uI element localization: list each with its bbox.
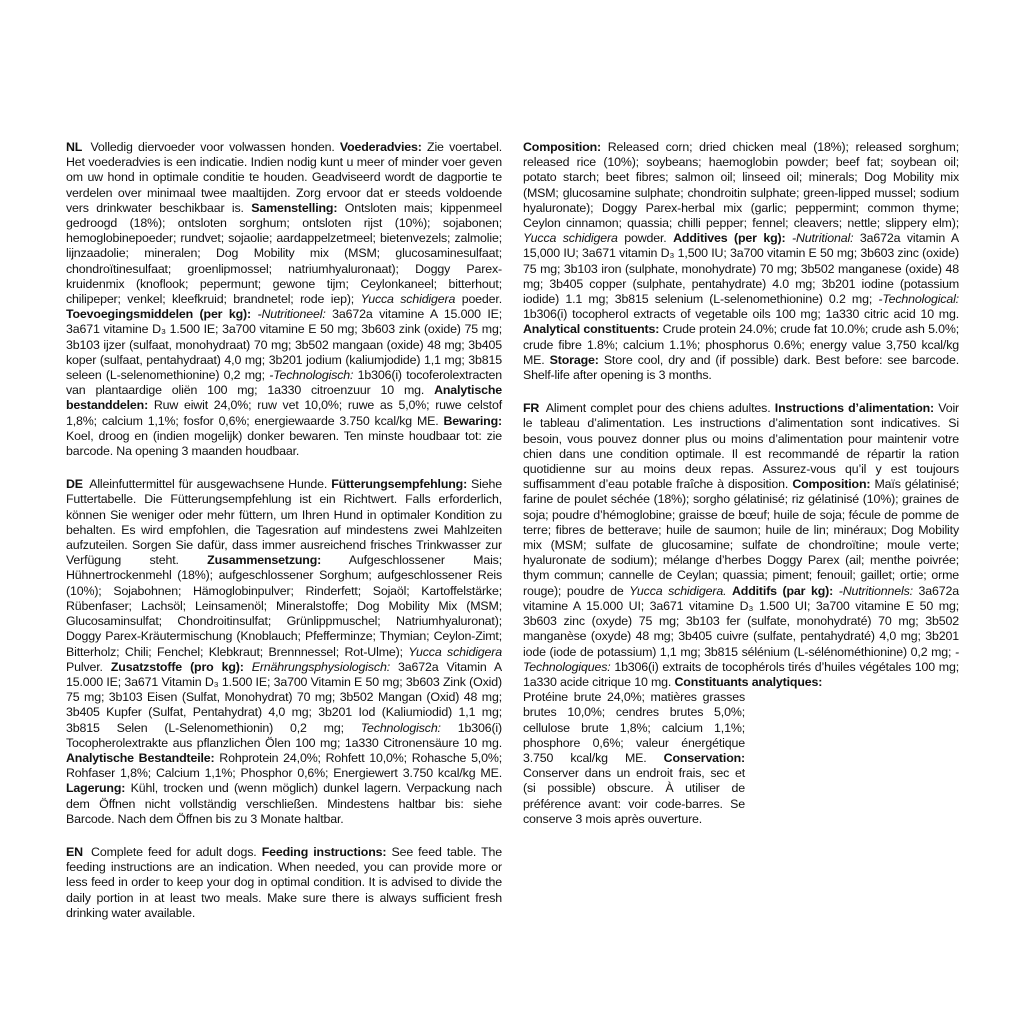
nl-additives-tech: -Technologisch: [269, 368, 354, 383]
de-additives-label: Zusatzstoffe (pro kg): [110, 659, 244, 674]
nl-composition: Ontsloten mais; kippenmeel gedroogd (18%); ontsloten sorghum; ontsloten rijst (10%); sojabonen; hemoglobinepoeder; rundvet; sojaolie; aardappelzetmeel; bietenvezels; zalmolie; lijnzaadolie; mineralen; Dog Mobility mix (MSM; glucosaminesulfaat; chondroïtinesulfaat; groenlipmossel; natriumhyaluronaat); Doggy Parex-kruidenmix (knoflook; pepermunt; gewone tijm; Ceylonkaneel; bitterhout; chilipeper; venkel; kleefkruid; brandnetel; rode iep); [66, 200, 503, 307]
nl-storage-label: Bewaring: [443, 413, 502, 428]
en-feeding: See feed table. The feeding instructions are an indication. When needed, you can provide more or less feed in order to keep your dog in optimal condition. It is advised to divide the daily portion in at least two meals. Make sure there is always sufficient fresh drinking water available. [66, 844, 503, 920]
fr-intro: Aliment complet pour des chiens adultes. [545, 401, 771, 416]
fr-composition-italic: Yucca schidigera. [629, 583, 727, 598]
section-nl [66, 140, 502, 459]
en-composition-italic: Yucca schidigera [523, 231, 618, 246]
fr-paragraph [523, 401, 959, 690]
section-de [66, 477, 502, 827]
right-column [523, 140, 959, 845]
de-additives: 3a672a Vitamin A 15.000 IE; 3a671 Vitamin D₃ 1.500 IE; 3a700 Vitamin E 50 mg; 3b603 Zink (Oxid) 75 mg; 3b103 Eisen (Sulfat, Monohydrat) 70 mg; 3b502 Mangan (Oxid) 48 mg; 3b405 Kupfer (Sulfat, Pentahydrat) 4,0 mg; 3b201 Iod (Kaliumiodid) 1,1 mg; 3b815 Selen (L-Selenomethionin) 0,2 mg; [66, 659, 503, 735]
de-intro: Alleinfuttermittel für ausgewachsene Hunde. [89, 477, 328, 492]
fr-analytical-label: Constituants analytiques: [674, 674, 823, 689]
en-additives: 3a672a vitamin A 15,000 IU; 3a671 vitamin D₃ 1,500 IU; 3a700 vitamin E 50 mg; 3b603 zinc (oxide) 75 mg; 3b103 iron (sulphate, monohydrate) 70 mg; 3b502 manganese (oxide) 48 mg; 3b405 copper (sulphate, pentahydrate) 4.0 mg; 3b201 iodine (potassium iodide) 1.1 mg; 3b815 selenium (L-selenomethionine) 0.2 mg; [523, 231, 959, 307]
nl-additives-label: Toevoegingsmiddelen (per kg): [66, 307, 251, 322]
de-composition-label: Zusammensetzung: [207, 553, 322, 568]
en-paragraph-continued [523, 140, 959, 383]
de-storage: Kühl, trocken und (wenn möglich) dunkel lagern. Verpackung nach dem Öffnen nicht vollständig verschließen. Mindestens haltbar bis: siehe Barcode. Nach dem Öffnen bis zu 3 Monate haltbar. [66, 781, 502, 826]
nl-storage: Koel, droog en (indien mogelijk) donker bewaren. Ten minste houdbaar tot: zie barcode. Na opening 3 maanden houdbaar. [66, 428, 502, 459]
en-storage: Store cool, dry and (if possible) dark. Best before: see barcode. Shelf-life after opening is 3 months. [523, 352, 959, 383]
de-paragraph [66, 477, 502, 827]
nl-additives-nutri: -Nutritioneel: [257, 307, 326, 322]
left-column [66, 140, 502, 939]
nl-intro: Volledig diervoeder voor volwassen honden. [90, 140, 335, 154]
en-composition-label: Composition: [523, 140, 602, 154]
nl-composition-italic: Yucca schidigera [360, 292, 456, 307]
nl-additives: 3a672a vitamine A 15.000 IE; 3a671 vitamine D₃ 1.500 IE; 3a700 vitamine E 50 mg; 3b603 zink (oxide) 75 mg; 3b103 ijzer (sulfaat, monohydraat) 70 mg; 3b502 mangaan (oxide) 48 mg; 3b405 koper (sulfaat, pentahydraat) 4,0 mg; 3b201 jodium (kaliumjodide) 1,1 mg; 3b815 seleen (L-selenomethionine) 0,2 mg; [66, 307, 503, 383]
en-feeding-label: Feeding instructions: [261, 844, 387, 859]
de-analytical-label: Analytische Bestandteile: [66, 750, 215, 765]
fr-feeding: Voir le tableau d’alimentation. Les instructions d’alimentation sont indicatives. Si besoin, vous pouvez donner plus ou moins d’alimentation pour maintenir votre chien dans une condition optimale. Il est recommandé de répartir la ration quotidienne sur au moins deux repas. Assurez-vous qu’il y est toujours suffisamment d’eau potable fraîche à disposition. [523, 401, 960, 492]
fr-additives-tech: -Technologiques: [523, 644, 959, 674]
fr-lang-code: FR [523, 401, 540, 416]
en-additives-tech-text: 1b306(i) tocopherol extracts of vegetable oils 100 mg; 1a330 citric acid 10 mg. [523, 307, 959, 322]
nl-paragraph [66, 140, 502, 459]
de-storage-label: Lagerung: [66, 781, 126, 796]
fr-storage-label: Conservation: [663, 750, 746, 765]
fr-composition-label: Composition: [792, 477, 871, 492]
de-additives-nutri: Ernährungsphysiologisch: [251, 659, 391, 674]
de-composition-end: Pulver. [66, 659, 103, 674]
fr-additives-tech-text: 1b306(i) extraits de tocophérols tirés d’huiles végétales 100 mg; 1a330 acide citrique 10 mg. [523, 659, 959, 689]
fr-feeding-label: Instructions d’alimentation: [774, 401, 935, 416]
de-composition: Aufgeschlossener Mais; Hühnertrockenmehl (18%); aufgeschlossener Sorghum; aufgeschlossener Reis (10%); Sojabohnen; Hämoglobinpulver; Rinderfett; Sojaöl; Kartoffelstärke; Rübenfaser; Lachsöl; Leinsamenöl; Mineralstoffe; Dog Mobility Mix (MSM; Glucosaminsulfat; Chondroitinsulfat; Grünlippmuschel; Natriumhyaluronat); Doggy Parex-Kräutermischung (Knoblauch; Pfefferminze; Thymian; Ceylon-Zimt; Bitterholz; Chili; Fenchel; Klebkraut; Brennnessel; Rot-Ulme); [66, 553, 503, 659]
nl-feeding: Zie voertabel. Het voederadvies is een indicatie. Indien nodig kunt u meer of minder voer geven om uw hond in optimale conditie te houden. Geadviseerd wordt de dagportie te verdelen over minimaal twee maaltijden. Zorg ervoor dat er steeds voldoende vers drinkwater beschikbaar is. [66, 140, 502, 215]
en-additives-tech: -Technological: [878, 292, 959, 307]
de-feeding-label: Fütterungsempfehlung: [331, 477, 468, 492]
en-composition-end: powder. [624, 231, 667, 246]
en-additives-label: Additives (per kg): [673, 231, 786, 246]
fr-additives-label: Additifs (par kg): [732, 583, 834, 598]
section-fr [523, 401, 959, 827]
en-composition: Released corn; dried chicken meal (18%); released sorghum; released rice (10%); soybeans; haemoglobin powder; beef fat; soybean oil; potato starch; beet fibres; salmon oil; linseed oil; minerals; Dog Mobility mix (MSM; glucosamine sulphate; chondroitin sulphate; green-lipped mussel; sodium hyaluronate); Doggy Parex-herbal mix (garlic; peppermint; common thyme; Ceylon cinnamon; quassia; chilli pepper; fennel; cleavers; nettle; slippery elm); [523, 140, 959, 231]
en-additives-nutri: -Nutritional: [791, 231, 854, 246]
nl-composition-label: Samenstelling: [251, 200, 338, 215]
de-composition-italic: Yucca schidigera [408, 644, 503, 659]
nl-analytical-label: Analytische bestanddelen: [66, 383, 502, 413]
de-analytical: Rohprotein 24,0%; Rohfett 10,0%; Rohasche 5,0%; Rohfaser 1,8%; Calcium 1,1%; Phosphor 0,6%; Energiewert 3.750 kcal/kg ME. [66, 750, 502, 781]
section-en-start [66, 845, 502, 921]
en-lang-code: EN [66, 844, 83, 859]
en-intro: Complete feed for adult dogs. [91, 844, 257, 859]
nl-analytical: Ruw eiwit 24,0%; ruw vet 10,0%; ruwe as 5,0%; ruwe celstof 1,8%; calcium 1,1%; fosfor 0,6%; energiewaarde 3.750 kcal/kg ME. [66, 398, 502, 428]
en-storage-label: Storage: [549, 352, 599, 367]
fr-analytical: Protéine brute 24,0%; matières grasses brutes 10,0%; cendres brutes 5,0%; cellulose brute 1,8%; calcium 1,1%; phosphore 0,6%; valeur énergétique 3.750 kcal/kg ME. [523, 690, 745, 765]
en-analytical-label: Analytical constituents: [523, 322, 660, 337]
de-additives-tech-text: 1b306(i) Tocopherolextrakte aus pflanzlichen Ölen 100 mg; 1a330 Citronensäure 10 mg. [66, 720, 503, 750]
en-analytical: Crude protein 24.0%; crude fat 10.0%; crude ash 5.0%; crude fibre 1.8%; calcium 1.1%; phosphorus 0.6%; energy value 3,750 kcal/kg ME. [523, 322, 960, 367]
nl-additives-tech-text: 1b306(i) tocoferolextracten van plantaardige oliën 100 mg; 1a330 citroenzuur 10 mg. [66, 368, 502, 398]
fr-composition: Maïs gélatinisé; farine de poulet séchée (18%); sorgho gélatinisé; riz gélatinisé (10%); graines de soja; poudre d’hémoglobine; graisse de bœuf; huile de soja; fécule de pomme de terre; fibres de betterave; huile de saumon; huile de lin; minéraux; Dog Mobility mix (MSM; sulfate de glucosamine; sulfate de chondroïtine; moule verte; hyaluronate de sodium); mélange d’herbes Doggy Parex (ail; menthe poivrée; thym commun; cannelle de Ceylan; quassia; piment; fenouil; gaillet; ortie; orme rouge); poudre de [523, 477, 959, 598]
fr-paragraph-narrow [523, 690, 745, 827]
nl-lang-code: NL [66, 140, 83, 154]
de-lang-code: DE [66, 477, 83, 492]
de-feeding: Siehe Futtertabelle. Die Fütterungsempfehlung ist ein Richtwert. Falls erforderlich, können Sie weniger oder mehr füttern, um Ihren Hund in optimaler Kondition zu behalten. Es wird empfohlen, die Tagesration auf mindestens zwei Mahlzeiten aufzuteilen. Sorgen Sie dafür, dass immer ausreichend frisches Trinkwasser zur Verfügung steht. [66, 477, 502, 568]
en-paragraph-start [66, 845, 502, 921]
section-en-continued [523, 140, 959, 383]
nl-feeding-label: Voederadvies: [339, 140, 422, 154]
fr-additives-nutri: -Nutritionnels: [838, 583, 913, 598]
de-additives-tech: Technologisch: [360, 720, 441, 735]
nl-composition-end: poeder. [461, 292, 502, 307]
fr-storage: Conserver dans un endroit frais, sec et (si possible) obscure. À utiliser de préférence avant: voir code-barres. Se conserve 3 mois après ouverture. [523, 766, 745, 826]
fr-additives: 3a672a vitamine A 15.000 UI; 3a671 vitamine D₃ 1.500 UI; 3a700 vitamine E 50 mg; 3b603 zinc (oxyde) 75 mg; 3b103 fer (sulfate, monohydraté) 70 mg; 3b502 manganèse (oxyde) 48 mg; 3b405 cuivre (sulfate, pentahydraté) 4,0 mg; 3b201 iode (iode de potassium) 1,1 mg; 3b815 sélénium (L-sélénométhionine) 0,2 mg; [523, 583, 959, 659]
